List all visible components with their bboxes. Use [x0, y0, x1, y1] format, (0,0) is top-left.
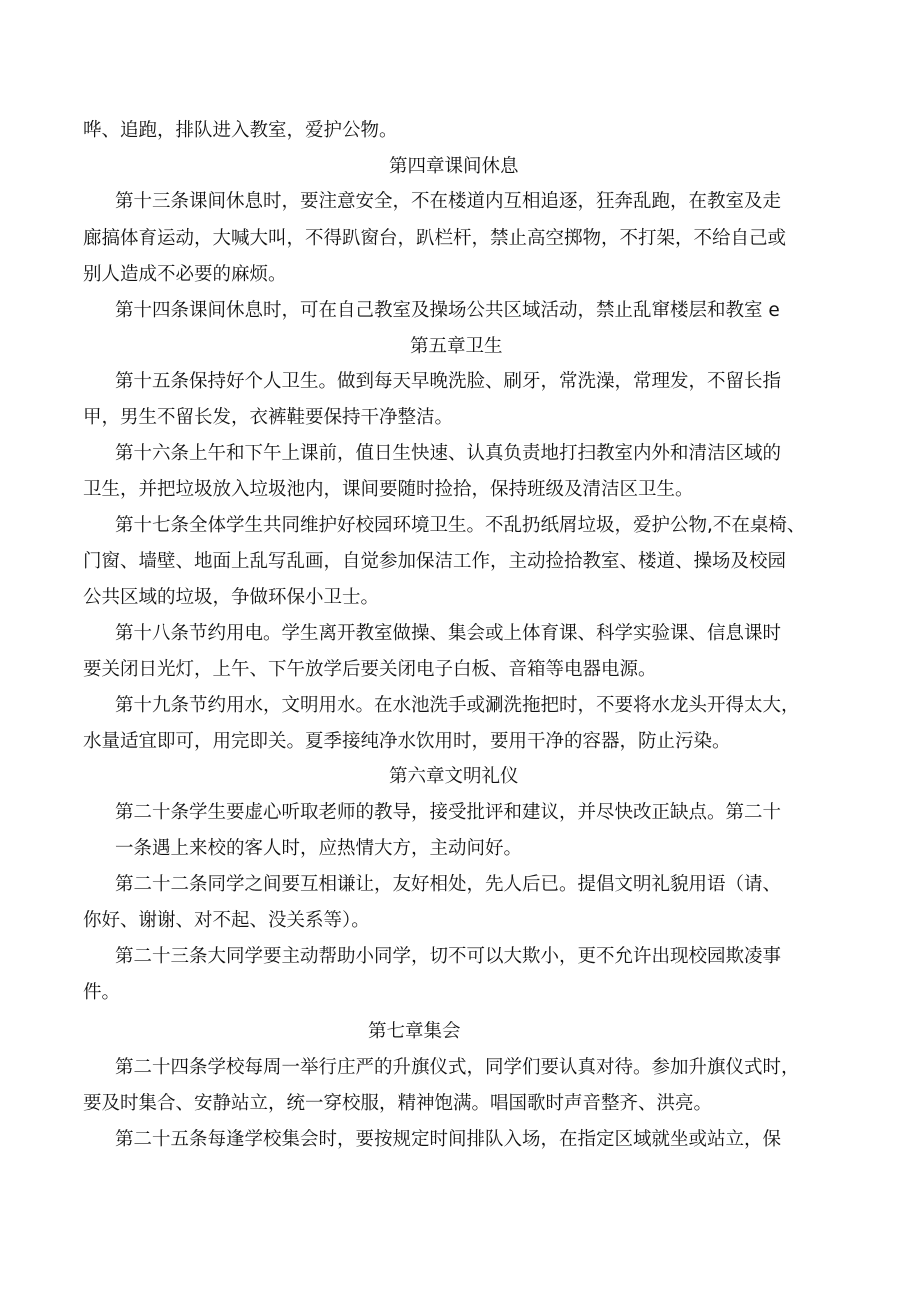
text-line: 门窗、墙壁、地面上乱写乱画，自觉参加保洁工作，主动捡拾教室、楼道、操场及校园: [83, 551, 787, 572]
chapter-heading: 第六章文明礼仪: [389, 766, 519, 787]
text-line: 第十四条课间休息时，可在自己教室及操场公共区域活动，禁止乱窜楼层和教室 e: [115, 300, 780, 321]
text-line: 一条遇上来校的客人时，应热情大方，主动问好。: [115, 838, 523, 859]
text-line: 第十八条节约用电。学生离开教室做操、集会或上体育课、科学实验课、信息课时: [115, 623, 782, 644]
text-line: 卫生，并把垃圾放入垃圾池内，课间要随时捡拾，保持班级及清洁区卫生。: [83, 479, 694, 500]
chapter-heading: 第五章卫生: [410, 336, 503, 357]
text-line: 第十三条课间休息时，要注意安全，不在楼道内互相追逐，狂奔乱跑，在教室及走: [115, 191, 782, 212]
text-line: 第二十条学生要虚心听取老师的教导，接受批评和建议，并尽快改正缺点。第二十: [115, 802, 782, 823]
text-line: 水量适宜即可，用完即关。夏季接纯净水饮用时，要用干净的容器，防止污染。: [83, 731, 731, 752]
text-line: 要关闭日光灯，上午、下午放学后要关闭电子白板、音箱等电器电源。: [83, 659, 657, 680]
text-line: 甲，男生不留长发，衣裤鞋要保持干净整洁。: [83, 407, 454, 428]
text-line: 第二十五条每逢学校集会时，要按规定时间排队入场，在指定区域就坐或站立，保: [115, 1129, 782, 1150]
text-line: 别人造成不必要的麻烦。: [83, 264, 287, 285]
text-line: 廊搞体育运动，大喊大叫，不得趴窗台，趴栏杆，禁止高空掷物，不打架，不给自己或: [83, 228, 787, 249]
chapter-heading: 第四章课间休息: [389, 156, 519, 177]
text-line: 哗、追跑，排队进入教室，爱护公物。: [83, 120, 398, 141]
chapter-heading: 第七章集会: [368, 1021, 461, 1042]
text-line: 要及时集合、安静站立，统一穿校服，精神饱满。唱国歌时声音整齐、洪亮。: [83, 1093, 713, 1114]
text-line: 第十九条节约用水，文明用水。在水池洗手或涮洗拖把时，不要将水龙头开得太大，: [115, 695, 800, 716]
text-line: 第二十四条学校每周一举行庄严的升旗仪式，同学们要认真对待。参加升旗仪式时，: [115, 1057, 800, 1078]
text-line: 第十五条保持好个人卫生。做到每天早晚洗脸、刷牙，常洗澡，常理发，不留长指: [115, 371, 782, 392]
text-line: 第十七条全体学生共同维护好校园环境卫生。不乱扔纸屑垃圾，爱护公物,不在桌椅、: [115, 515, 806, 536]
text-line: 你好、谢谢、对不起、没关系等）。: [83, 910, 370, 931]
text-line: 第二十三条大同学要主动帮助小同学，切不可以大欺小，更不允许出现校园欺凌事: [115, 946, 782, 967]
text-line: 公共区域的垃圾，争做环保小卫士。: [83, 587, 380, 608]
text-line: 第十六条上午和下午上课前，值日生快速、认真负责地打扫教室内外和清洁区域的: [115, 443, 782, 464]
text-line: 件。: [83, 982, 121, 1003]
text-line: 第二十二条同学之间要互相谦让，友好相处，先人后已。提倡文明礼貌用语（请、: [115, 874, 782, 895]
